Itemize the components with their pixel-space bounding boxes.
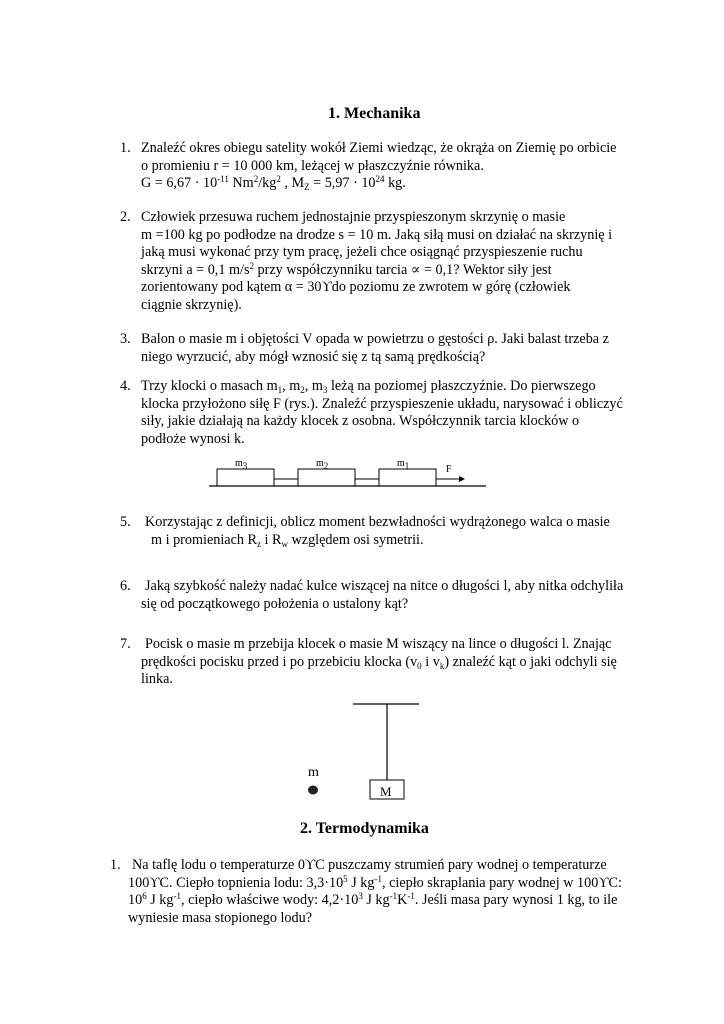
- problem-number: 3.: [120, 331, 131, 347]
- label-m3: $m_3$: [235, 458, 248, 471]
- text-line: m =100 kg po podłodze na drodze s = 10 m. Jaką siłą musi on działać na skrzynię i: [141, 226, 613, 243]
- text-line: 100ϒC. Ciepło topnienia lodu: $3,3\cdot 10^5$ J $kg^{-1}$, ciepło skraplania pary wodnej w 100ϒC:: [128, 873, 622, 891]
- problem-number: 1.: [110, 857, 121, 873]
- problem-number: 7.: [120, 636, 131, 652]
- problem-number: 1.: [120, 140, 131, 156]
- text-line: Pocisk o masie m przebija klocek o masie M wiszący na lince o długości l. Znając: [145, 636, 612, 652]
- problem-number: 5.: [120, 514, 131, 530]
- problem-number: 2.: [120, 209, 131, 225]
- label-m1: $m_1$: [397, 458, 410, 471]
- label-m2: $m_2$: [316, 458, 329, 471]
- text-line: Balon o masie m i objętości V opada w powietrzu o gęstości ρ. Jaki balast trzeba z: [141, 331, 609, 347]
- problem-4: [141, 378, 641, 448]
- thermo-problem-1: [128, 857, 648, 927]
- text-line: klocka przyłożono siłę F (rys.). Znaleźć przyspieszenie układu, narysować i obliczyć: [141, 395, 623, 412]
- problem-number: 4.: [120, 378, 131, 394]
- text-line: prędkości pocisku przed i po przebiciu klocka ($v_0$ i $v_k$) znaleźć kąt o jaki odchyli się: [141, 653, 617, 671]
- text-line: Znaleźć okres obiegu satelity wokół Ziemi wiedząc, że okrąża on Ziemię po orbicie: [141, 140, 617, 156]
- text-line: jaką musi wykonać przy tym pracę, jeżeli chce osiągnąć przyspieszenie ruchu: [141, 244, 583, 260]
- text-line: niego wyrzucić, aby mógł wznosić się z tą samą prędkością?: [141, 348, 486, 365]
- arrow-head-icon: [459, 476, 465, 482]
- problem-3: [141, 331, 641, 366]
- section-title-mechanika: 1. Mechanika: [328, 105, 421, 122]
- bullet-icon: [308, 786, 318, 795]
- text-line: Człowiek przesuwa ruchem jednostajnie przyspieszonym skrzynię o masie: [141, 209, 566, 225]
- text-line: Korzystając z definicji, oblicz moment bezwładności wydrążonego walca o masie: [145, 514, 610, 530]
- problem-2: [141, 209, 641, 314]
- text-line: Jaką szybkość należy nadać kulce wiszącej na nitce o długości l, aby nitka odchyliła: [145, 578, 624, 594]
- text-line: się od początkowego położenia o ustalony kąt?: [141, 595, 409, 612]
- problem-6: [141, 578, 645, 613]
- problem-number: 6.: [120, 578, 131, 594]
- text-line: podłoże wynosi k.: [141, 430, 245, 447]
- text-line: o promieniu r = 10 000 km, leżącej w płaszczyźnie równika.: [141, 157, 484, 174]
- block-m1: [379, 469, 436, 486]
- text-line: linka.: [141, 671, 173, 687]
- text-line: wyniesie masa stopionego lodu?: [128, 909, 313, 926]
- text-line: ciągnie skrzynię).: [141, 296, 242, 313]
- text-line: m i promieniach $R_z$ i $R_w$ względem osi symetrii.: [151, 531, 424, 549]
- block-m2: [298, 469, 355, 486]
- pendulum-diagram: [300, 698, 430, 808]
- text-line: Trzy klocki o masach $m_1$, $m_2$, $m_3$ leżą na poziomej płaszczyźnie. Do pierwszego: [141, 378, 596, 395]
- label-bullet-mass: m: [308, 765, 319, 780]
- text-line: Na taflę lodu o temperaturze 0ϒC puszczamy strumień pary wodnej o temperaturze: [132, 857, 607, 873]
- text-line: siły, jakie działają na każdy klocek z osobna. Współczynnik tarcia klocków o: [141, 413, 580, 429]
- problem-1: [141, 140, 641, 193]
- problem-7: [141, 636, 645, 689]
- text-line: zorientowany pod kątem α = 30ϒdo poziomu ze zwrotem w górę (człowiek: [141, 279, 571, 295]
- formula-line: $G = 6,67 \cdot 10^{-11}$ $Nm^2/kg^2$ , $M_Z = 5,97 \cdot 10^{24}$ kg.: [141, 174, 406, 192]
- label-block-mass: M: [380, 784, 392, 799]
- block-m3: [217, 469, 274, 486]
- text-line: $10^6$ J $kg^{-1}$, ciepło właściwe wody: $4,2\cdot 10^3$ J $kg^{-1}K^{-1}$. Jeśli masa pary wynosi 1 kg, to ile: [128, 891, 618, 908]
- label-force: F: [446, 464, 452, 475]
- text-line: skrzyni a = 0,1 $m/s^2$ przy współczynniku tarcia ∝ = 0,1? Wektor siły jest: [141, 260, 552, 278]
- problem-5: [145, 514, 645, 549]
- section-title-termodynamika: 2. Termodynamika: [300, 820, 429, 837]
